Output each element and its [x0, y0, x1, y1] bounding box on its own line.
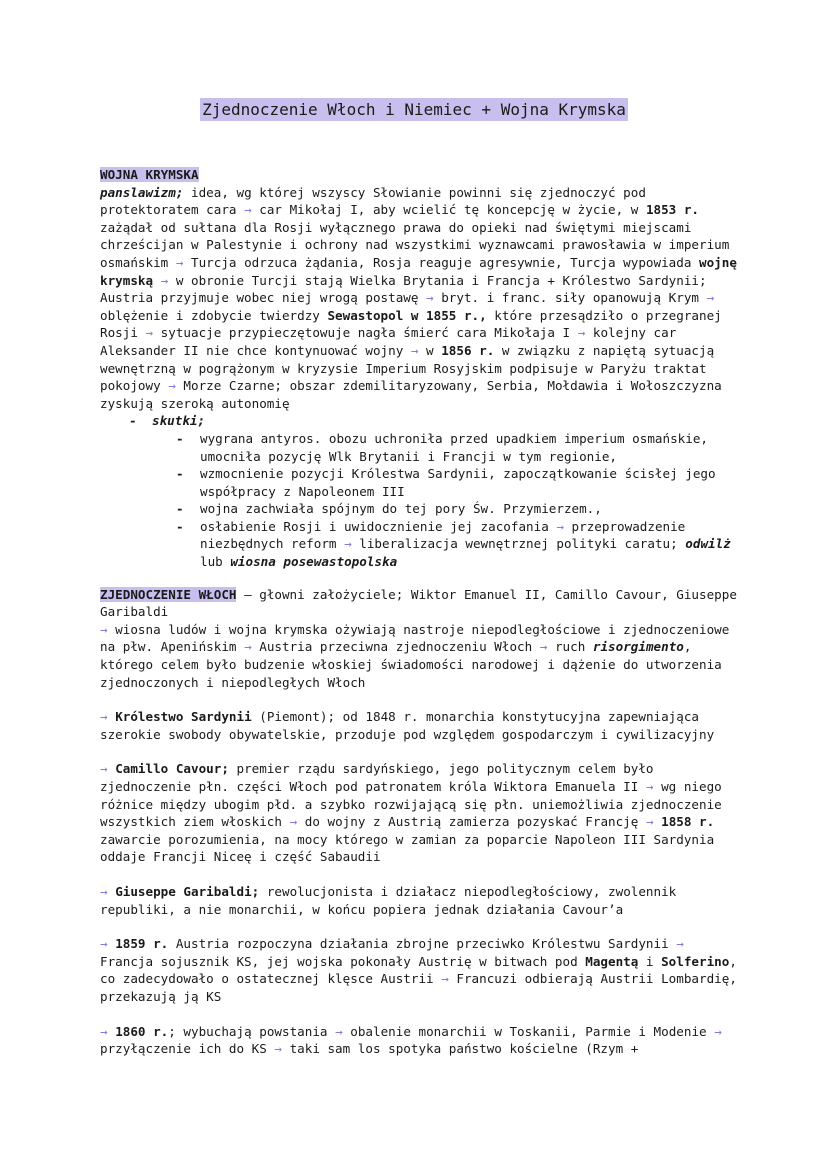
dash-marker: - — [129, 413, 137, 429]
skutek-4f: wiosna posewastopolska — [230, 554, 398, 570]
spacer — [100, 691, 740, 708]
arrow-icon: → — [274, 1041, 282, 1057]
page-title: Zjednoczenie Włoch i Niemiec + Wojna Krymska — [202, 100, 626, 119]
wlochy-p3e: 1858 r. — [661, 814, 715, 830]
krym-section — [100, 166, 740, 412]
krym-t7: wojnę krymską — [100, 254, 737, 288]
spacer — [100, 743, 740, 760]
wlochy-para-3 — [100, 760, 740, 866]
wlochy-p4b: rewolucjonista i działacz niepodległościowy, zwolennik republiki, a nie monarchii, w końcu popiera jednak działania Cavour’a — [100, 883, 677, 917]
wlochy-h1: – głowni założyciele; Wiktor Emanuel II, Camillo Cavour, Giuseppe Garibaldi — [100, 586, 737, 620]
skutek-3: wojna zachwiała spójnym do tej pory Św. Przymierzem., — [200, 501, 602, 517]
skutki-item — [100, 412, 740, 430]
list-item — [100, 518, 740, 571]
wlochy-p6e: taki sam los spotyka państwo kościelne (Rzym + — [281, 1041, 639, 1057]
arrow-icon: → — [244, 639, 252, 655]
skutki-list — [100, 430, 740, 571]
krym-t17: w związku z napiętą sytuacją wewnętrzną w pogrążonym w kryzysie Imperium Rosyjskim podpisuje w Paryżu traktat pokojowy — [100, 342, 715, 394]
arrow-icon: → — [100, 621, 108, 637]
arrow-icon: → — [539, 639, 548, 655]
krym-t9: bryt. i franc. siły opanowują Krym — [433, 290, 707, 306]
skutek-4d: odwilż — [685, 536, 731, 552]
arrow-icon: → — [676, 936, 684, 952]
arrow-icon: → — [344, 536, 352, 552]
wlochy-para-6 — [100, 1023, 740, 1058]
dash-marker: - — [176, 518, 184, 534]
list-item — [100, 430, 740, 465]
arrow-icon: → — [335, 1023, 343, 1039]
title-wrap — [0, 98, 828, 121]
krym-t6: Turcja odrzuca żądania, Rosja reaguje agresywnie, Turcja wypowiada — [183, 254, 700, 270]
wlochy-p5b: Austria rozpoczyna działania zbrojne przeciwko Królestwu Sardynii — [168, 936, 677, 952]
dash-marker: - — [176, 430, 184, 446]
krym-t18: Morze Czarne; obszar zdemilitaryzowany, Serbia, Mołdawia i Wołoszczyzna zyskują szeroką autonomię — [100, 378, 722, 411]
wlochy-p1c: ruch — [547, 639, 593, 655]
arrow-icon: → — [645, 814, 654, 830]
wlochy-p2b: (Piemont); od 1848 r. monarchia konstytucyjna zapewniająca szerokie swobody obywatelskie, przoduje pod względem gospodarczym i cywilizacyjny — [100, 709, 715, 742]
wlochy-p3a: Camillo Cavour; — [115, 761, 229, 777]
wlochy-p5a: 1859 r. — [115, 936, 169, 952]
krym-t10: oblężenie i zdobycie twierdzy — [100, 307, 328, 323]
krym-t13: sytuacje przypieczętowuje nagła śmierć cara Mikołaja I — [153, 325, 578, 341]
krym-t12: które przesądziło o przegranej Rosji — [100, 307, 722, 341]
wlochy-p1d: risorgimento — [592, 639, 684, 655]
dash-marker: - — [176, 501, 184, 517]
krym-t5: zażądał od sułtana dla Rosji wyłącznego prawa do opieki nad świętymi miejscami chrześcijan w Palestynie i ochrony nad wszystkimi wyznawcami prawosławia w imperium osmańskim — [100, 219, 730, 270]
wlochy-p6a: 1860 r. — [115, 1023, 169, 1039]
wlochy-p3b: premier rządu sardyńskiego, jego politycznym celem było zjednoczenie płn. części Włoch pod patronatem króla Wiktora Emanuela II — [100, 761, 654, 794]
krym-t14: kolejny car Aleksander II nie chce kontynuować wojny — [100, 325, 677, 358]
wlochy-heading-para — [100, 586, 740, 692]
wlochy-p5g: , co zadecydowało o ostatecznej klęsce Austrii — [100, 953, 737, 987]
arrow-icon: → — [145, 325, 154, 341]
krym-t3: car Mikołaj I, aby wcielić tę koncepcję w życie, w — [251, 202, 646, 218]
spacer — [100, 918, 740, 935]
arrow-icon: → — [100, 761, 108, 777]
spacer — [100, 1006, 740, 1023]
spacer — [100, 866, 740, 883]
krym-t8: w obronie Turcji stają Wielka Brytania i Francja + Królestwo Sardynii; Austria przyjmuje wobec niej wrogą postawę — [100, 272, 707, 306]
arrow-icon: → — [100, 1023, 108, 1039]
wlochy-p1e: , którego celem było budzenie włoskiej świadomości narodowej i dążenie do utworzenia zjednoczonych i niepodległych Włoch — [100, 639, 722, 690]
krym-t11: Sewastopol w 1855 r., — [327, 307, 487, 323]
krym-t1: panslawizm; — [100, 184, 184, 200]
krym-t4: 1853 r. — [645, 202, 700, 218]
document-body — [100, 166, 740, 1058]
arrow-icon: → — [100, 936, 108, 952]
krym-t16: 1856 r. — [441, 342, 495, 358]
wlochy-para-5 — [100, 935, 740, 1005]
arrow-icon: → — [244, 202, 252, 218]
skutek-2: wzmocnienie pozycji Królestwa Sardynii, zapoczątkowanie ścisłej jego współpracy z Napoleonem III — [200, 466, 716, 499]
skutek-1: wygrana antyros. obozu uchroniła przed upadkiem imperium osmańskie, umocniła pozycję Wlk Brytanii i Francji w tym regionie, — [200, 430, 708, 464]
wlochy-p6b: ; wybuchają powstania — [168, 1023, 336, 1039]
arrow-icon: → — [175, 254, 184, 270]
wlochy-p5f: Solferino — [661, 953, 730, 969]
arrow-icon: → — [706, 290, 715, 306]
arrow-icon: → — [441, 971, 449, 987]
krym-t2: idea, wg której wszyscy Słowianie powinni się zjednoczyć pod protektoratem cara — [100, 184, 646, 218]
spacer — [100, 571, 740, 586]
arrow-icon: → — [426, 290, 434, 306]
wlochy-p6c: obalenie monarchii w Toskanii, Parmie i Modenie — [342, 1023, 715, 1039]
wlochy-p3c: wg niego różnice między ubogim płd. a szybko rozwijającą się płn. uniemożliwia zjednoczenie wszystkich ziem włoskich — [100, 779, 722, 830]
skutek-4c: liberalizacja wewnętrznej polityki caratu; — [351, 536, 686, 552]
arrow-icon: → — [168, 378, 176, 394]
list-item — [100, 500, 740, 518]
krym-heading: WOJNA KRYMSKA — [100, 167, 199, 182]
wlochy-p1b: Austria przeciwna zjednoczeniu Włoch — [251, 639, 540, 655]
skutki-label: skutki; — [152, 413, 206, 429]
wlochy-p5d: Magentą — [585, 953, 639, 969]
arrow-icon: → — [645, 779, 654, 794]
wlochy-p5e: i — [638, 953, 662, 969]
wlochy-p1a: wiosna ludów i wojna krymska ożywiają nastroje niepodległościowe i zjednoczeniowe na płw. Apenińskim — [100, 621, 730, 655]
wlochy-p5h: Francuzi odbierają Austrii Lombardię, przekazują ją KS — [100, 971, 737, 1004]
wlochy-para-2 — [100, 708, 740, 743]
wlochy-p3f: zawarcie porozumienia, na mocy którego w zamian za poparcie Napoleon III Sardynia oddaje Francji Niceę i część Sabaudii — [100, 831, 715, 865]
wlochy-heading: ZJEDNOCZENIE WŁOCH — [100, 586, 237, 602]
wlochy-para-4 — [100, 883, 740, 918]
arrow-icon: → — [100, 883, 108, 899]
skutek-4e: lub — [200, 554, 231, 570]
arrow-icon: → — [577, 325, 586, 341]
arrow-icon: → — [100, 709, 108, 725]
wlochy-p4a: Giuseppe Garibaldi; — [115, 883, 260, 899]
wlochy-p3d: do wojny z Austrią zamierza pozyskać Francję — [297, 814, 646, 830]
arrow-icon: → — [410, 342, 419, 358]
list-item — [100, 465, 740, 500]
arrow-icon: → — [556, 518, 564, 534]
skutek-4a: osłabienie Rosji i uwidocznienie jej zacofania — [200, 518, 557, 534]
arrow-icon: → — [714, 1023, 722, 1039]
arrow-icon: → — [289, 814, 298, 830]
wlochy-p2a: Królestwo Sardynii — [115, 709, 252, 725]
dash-marker: - — [176, 466, 184, 482]
wlochy-p5c: Francja sojusznik KS, jej wojska pokonały Austrię w bitwach pod — [100, 953, 586, 969]
arrow-icon: → — [160, 272, 169, 288]
krym-t15: w — [418, 342, 442, 358]
wlochy-p6d: przyłączenie ich do KS — [100, 1041, 275, 1057]
skutek-4b: przeprowadzenie niezbędnych reform — [200, 518, 686, 552]
